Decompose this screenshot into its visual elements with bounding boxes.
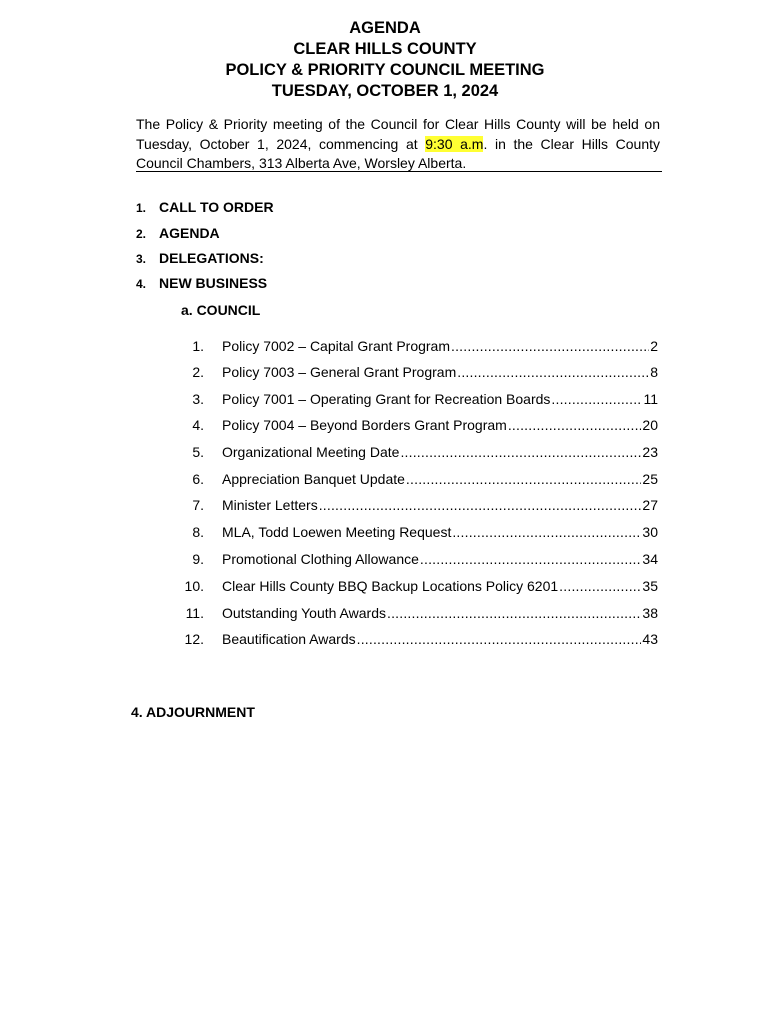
section-delegations <box>136 249 264 268</box>
item-number: 10. <box>184 578 204 594</box>
item-title: Beautification Awards <box>222 631 356 647</box>
dot-leader <box>452 522 641 542</box>
item-number: 11. <box>185 605 204 621</box>
dot-leader <box>420 549 642 569</box>
item-number: 9. <box>192 551 204 567</box>
dot-leader <box>451 336 649 356</box>
item-page-number: 30 <box>642 524 658 540</box>
agenda-item[interactable] <box>172 362 658 382</box>
intro-paragraph <box>136 115 660 174</box>
item-page-number: 34 <box>642 551 658 567</box>
item-title: Outstanding Youth Awards <box>222 605 386 621</box>
item-title: Policy 7004 – Beyond Borders Grant Program <box>222 417 507 433</box>
subsection-council: a. COUNCIL <box>181 302 261 318</box>
item-number: 3. <box>192 391 204 407</box>
dot-leader <box>400 442 641 462</box>
item-title: Policy 7003 – General Grant Program <box>222 364 457 380</box>
title-meeting: POLICY & PRIORITY COUNCIL MEETING <box>225 61 545 79</box>
item-title: Policy 7001 – Operating Grant for Recreation Boards <box>222 391 551 407</box>
section-new-business <box>136 274 267 293</box>
item-number: 1. <box>192 338 204 354</box>
item-number: 4. <box>192 417 204 433</box>
agenda-item[interactable] <box>172 522 658 542</box>
item-page-number: 38 <box>642 605 658 621</box>
dot-leader <box>551 389 642 409</box>
item-title: Minister Letters <box>222 497 318 513</box>
section-label: AGENDA <box>159 225 220 241</box>
item-title: Appreciation Banquet Update <box>222 471 405 487</box>
agenda-item[interactable] <box>172 629 658 649</box>
section-number: 1. <box>136 201 147 215</box>
item-page-number: 27 <box>642 497 658 513</box>
item-number: 12. <box>184 631 204 647</box>
item-page-number: 2 <box>650 338 658 354</box>
item-page-number: 11 <box>643 391 658 407</box>
intro-time-highlight: 9:30 a.m <box>425 135 484 152</box>
section-agenda <box>136 224 220 243</box>
section-number: 3. <box>136 252 147 266</box>
agenda-item[interactable] <box>172 603 658 623</box>
section-label: DELEGATIONS: <box>159 250 264 266</box>
dot-leader <box>357 629 642 649</box>
intro-text-after: . in the Clear Hills County Council Chambers, 313 Alberta Ave, Worsley Alberta. <box>136 135 661 171</box>
agenda-item[interactable] <box>172 549 658 569</box>
agenda-item[interactable] <box>172 576 658 596</box>
item-page-number: 20 <box>642 417 658 433</box>
agenda-item[interactable] <box>172 415 658 435</box>
agenda-title-block <box>0 18 770 102</box>
dot-leader <box>387 603 641 623</box>
section-call-to-order <box>136 198 274 217</box>
section-adjournment: 4. ADJOURNMENT <box>131 704 255 720</box>
agenda-item[interactable] <box>172 336 658 356</box>
header-divider <box>136 171 662 172</box>
dot-leader <box>406 469 642 489</box>
title-county: CLEAR HILLS COUNTY <box>293 40 477 58</box>
item-number: 2. <box>192 364 204 380</box>
item-page-number: 25 <box>642 471 658 487</box>
section-number: 4. <box>136 277 147 291</box>
agenda-item[interactable] <box>172 389 658 409</box>
item-title: Clear Hills County BBQ Backup Locations Policy 6201 <box>222 578 559 594</box>
section-label: NEW BUSINESS <box>159 275 268 291</box>
agenda-item[interactable] <box>172 469 658 489</box>
item-title: Policy 7002 – Capital Grant Program <box>222 338 450 354</box>
dot-leader <box>508 415 642 435</box>
item-number: 5. <box>192 444 204 460</box>
dot-leader <box>319 495 642 515</box>
item-number: 8. <box>192 524 204 540</box>
title-date: TUESDAY, OCTOBER 1, 2024 <box>271 82 499 100</box>
item-title: Organizational Meeting Date <box>222 444 400 460</box>
title-agenda: AGENDA <box>349 19 421 37</box>
agenda-item[interactable] <box>172 495 658 515</box>
dot-leader <box>457 362 649 382</box>
item-page-number: 43 <box>642 631 658 647</box>
item-page-number: 23 <box>642 444 658 460</box>
item-page-number: 35 <box>642 578 658 594</box>
item-number: 6. <box>192 471 204 487</box>
item-number: 7. <box>192 497 204 513</box>
item-title: MLA, Todd Loewen Meeting Request <box>222 524 452 540</box>
section-label: CALL TO ORDER <box>159 199 274 215</box>
agenda-item[interactable] <box>172 442 658 462</box>
item-title: Promotional Clothing Allowance <box>222 551 419 567</box>
item-page-number: 8 <box>650 364 658 380</box>
dot-leader <box>559 576 641 596</box>
section-number: 2. <box>136 227 147 241</box>
intro-text-before: The Policy & Priority meeting of the Council for Clear Hills County will be held on Tuesday, October 1, 2024, commencing at <box>136 116 660 152</box>
